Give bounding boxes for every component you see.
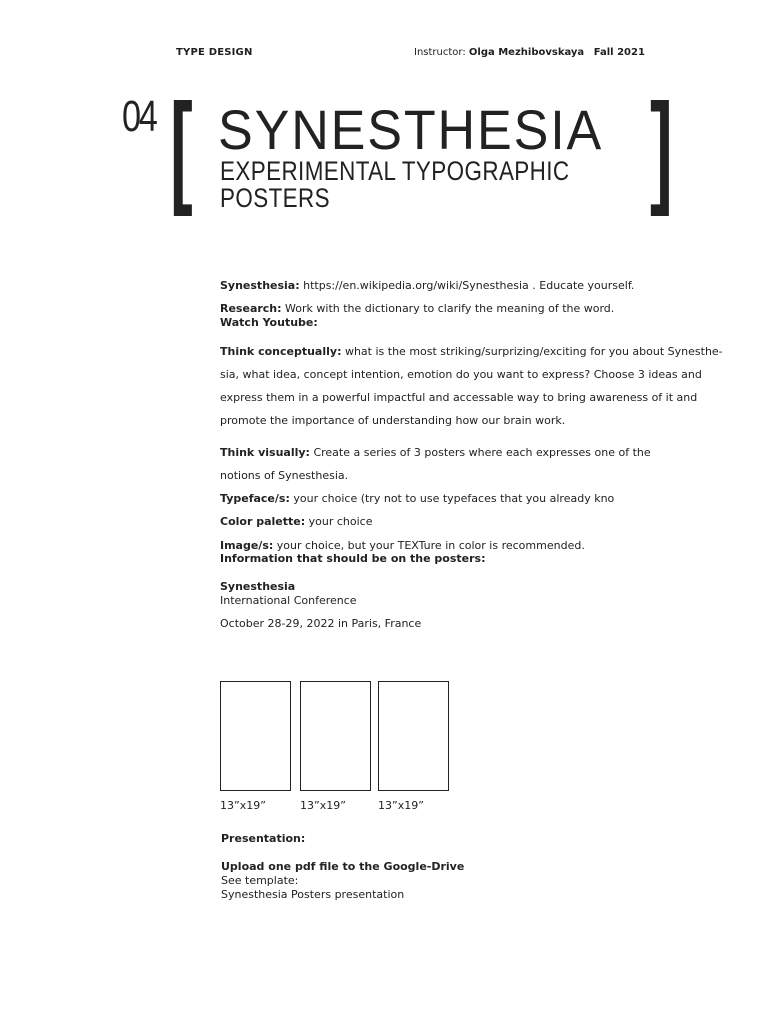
poster-frame-2 [300, 681, 371, 791]
visual-label: Think visually: [220, 446, 310, 459]
info-line [220, 552, 486, 566]
visual-block [220, 441, 651, 487]
color-text: your choice [308, 515, 373, 528]
instructor-name: Olga Mezhibovskaya [468, 47, 585, 58]
poster-title: Synesthesia [220, 580, 296, 593]
image-text: your choice, but your TEXTure in color is recommended. [276, 539, 585, 552]
instructor-label: Instructor: [414, 47, 466, 58]
research-text: Work with the dictionary to clarify the meaning of the word. [285, 302, 615, 315]
visual-line-1 [220, 441, 651, 464]
presentation-block [221, 860, 464, 902]
concept-block [220, 340, 723, 432]
info-label: Information that should be on the posters: [220, 552, 486, 565]
concept-line-3: express them in a powerful impactful and accessable way to bring awareness of it and [220, 391, 698, 404]
visual-text-1: Create a series of 3 posters where each expresses one of the [313, 446, 651, 459]
image-line [220, 539, 585, 553]
poster-size-3: 13”x19” [378, 799, 424, 812]
concept-label: Think conceptually: [220, 345, 342, 358]
concept-line-4: promote the importance of understanding how our brain work. [220, 414, 566, 427]
visual-line-2: notions of Synesthesia. [220, 469, 349, 482]
image-label: Image/s: [220, 539, 274, 552]
poster-date: October 28-29, 2022 in Paris, France [220, 617, 422, 630]
see-template: See template: [221, 874, 299, 887]
youtube-label: Watch Youtube: [220, 316, 318, 329]
research-line [220, 302, 614, 316]
presentation-heading: Presentation: [221, 832, 306, 845]
synesthesia-line [220, 279, 634, 293]
youtube-line [220, 316, 318, 330]
course-name: TYPE DESIGN [176, 47, 253, 58]
template-link[interactable]: Synesthesia Posters presentation [221, 888, 405, 901]
concept-line-1 [220, 340, 723, 363]
poster-frame-3 [378, 681, 449, 791]
poster-frame-1 [220, 681, 291, 791]
poster-info [220, 580, 357, 608]
color-label: Color palette: [220, 515, 306, 528]
concept-line-2: sia, what idea, concept intention, emotion do you want to express? Choose 3 ideas and [220, 368, 702, 381]
page-subtitle: EXPERIMENTAL TYPOGRAPHIC POSTERS [220, 156, 570, 213]
typeface-line [220, 492, 614, 506]
synesthesia-link[interactable]: https://en.wikipedia.org/wiki/Synesthesia . Educate yourself. [303, 279, 635, 292]
page-title: SYNESTHESIA [218, 98, 604, 161]
right-bracket: ] [650, 79, 673, 217]
left-bracket: [ [170, 79, 193, 217]
research-label: Research: [220, 302, 282, 315]
poster-size-2: 13”x19” [300, 799, 346, 812]
synesthesia-label: Synesthesia: [220, 279, 300, 292]
color-line [220, 515, 372, 529]
poster-size-1: 13”x19” [220, 799, 266, 812]
assignment-number: 04 [122, 92, 156, 141]
typeface-text: your choice (try not to use typefaces that you already kno [293, 492, 615, 505]
typeface-label: Typeface/s: [220, 492, 290, 505]
poster-subtitle: International Conference [220, 594, 357, 607]
term: Fall 2021 [593, 47, 645, 58]
instructor-line [414, 47, 645, 58]
presentation-label [221, 832, 305, 846]
upload-instruction: Upload one pdf file to the Google-Drive [221, 860, 465, 873]
concept-text-1: what is the most striking/surprizing/exciting for you about Synesthe- [344, 345, 723, 358]
